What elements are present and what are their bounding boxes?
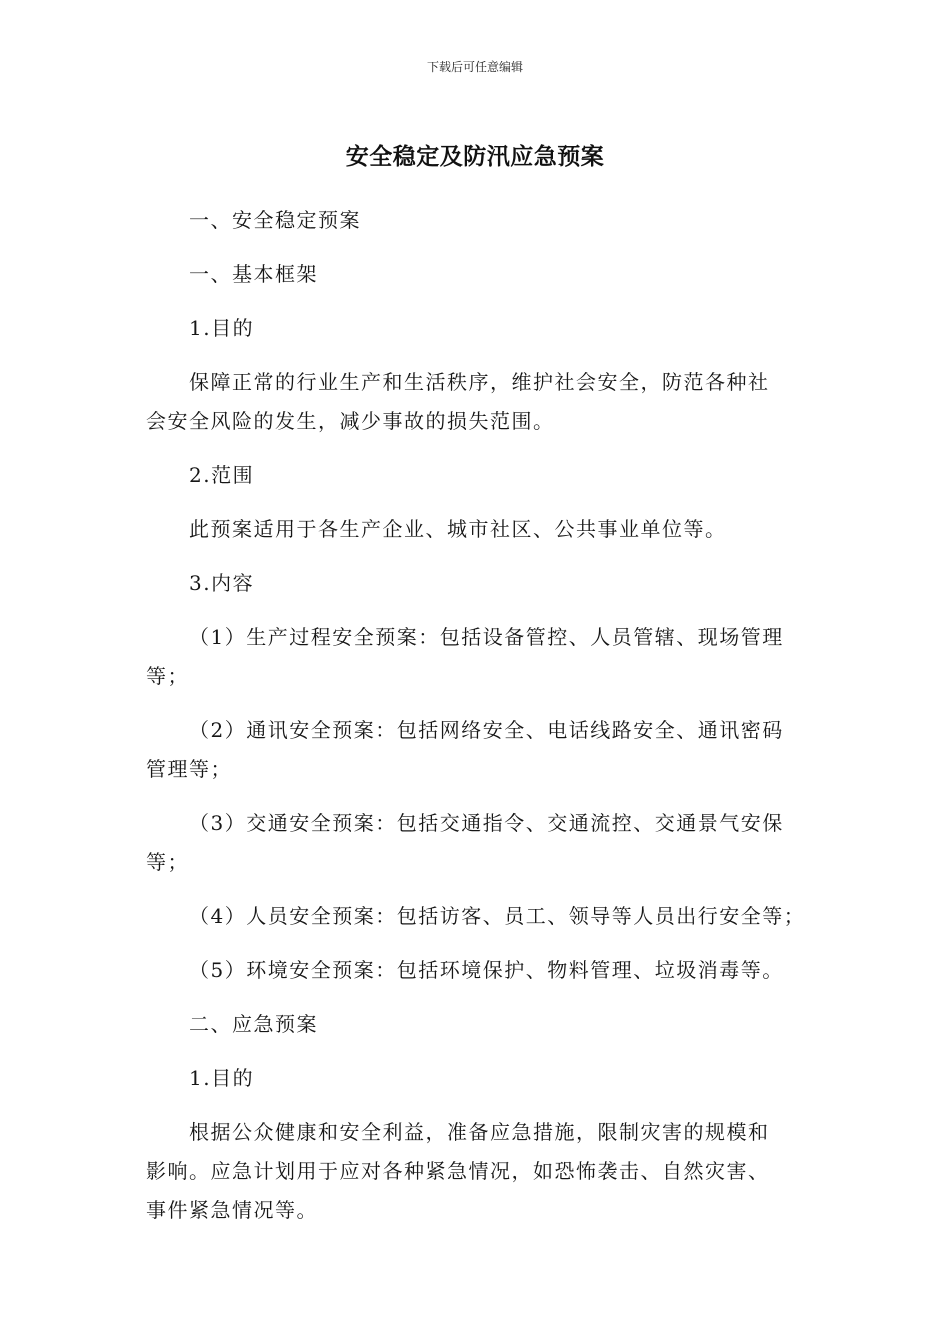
list-item-line: 等； bbox=[146, 664, 189, 688]
paragraph-line: 此预案适用于各生产企业、城市社区、公共事业单位等。 bbox=[189, 517, 727, 541]
paragraph-line: 保障正常的行业生产和生活秩序，维护社会安全，防范各种社 bbox=[189, 370, 770, 394]
list-item-line: （4）人员安全预案：包括访客、员工、领导等人员出行安全等； bbox=[189, 904, 806, 928]
subsection-heading-framework: 一、基本框架 bbox=[189, 262, 318, 286]
paragraph-line: 会安全风险的发生，减少事故的损失范围。 bbox=[146, 409, 555, 433]
item-heading-purpose: 1.目的 bbox=[189, 1066, 255, 1090]
list-item-line: （5）环境安全预案：包括环境保护、物料管理、垃圾消毒等。 bbox=[189, 958, 784, 982]
header-note: 下载后可任意编辑 bbox=[426, 60, 523, 74]
item-heading-scope: 2.范围 bbox=[189, 463, 255, 487]
list-item-line: （2）通讯安全预案：包括网络安全、电话线路安全、通讯密码 bbox=[189, 718, 784, 742]
list-item-line: 等； bbox=[146, 850, 189, 874]
paragraph-line: 影响。应急计划用于应对各种紧急情况，如恐怖袭击、自然灾害、 bbox=[146, 1159, 770, 1183]
paragraph-line: 事件紧急情况等。 bbox=[146, 1198, 318, 1222]
document-title: 安全稳定及防汛应急预案 bbox=[345, 144, 605, 170]
section-heading-emergency: 二、应急预案 bbox=[189, 1012, 318, 1036]
item-heading-purpose: 1.目的 bbox=[189, 316, 255, 340]
section-heading-safety: 一、安全稳定预案 bbox=[189, 208, 361, 232]
list-item-line: （3）交通安全预案：包括交通指令、交通流控、交通景气安保 bbox=[189, 811, 784, 835]
paragraph-line: 根据公众健康和安全利益，准备应急措施，限制灾害的规模和 bbox=[189, 1120, 770, 1144]
list-item-line: 管理等； bbox=[146, 757, 232, 781]
list-item-line: （1）生产过程安全预案：包括设备管控、人员管辖、现场管理 bbox=[189, 625, 784, 649]
item-heading-content: 3.内容 bbox=[189, 571, 255, 595]
